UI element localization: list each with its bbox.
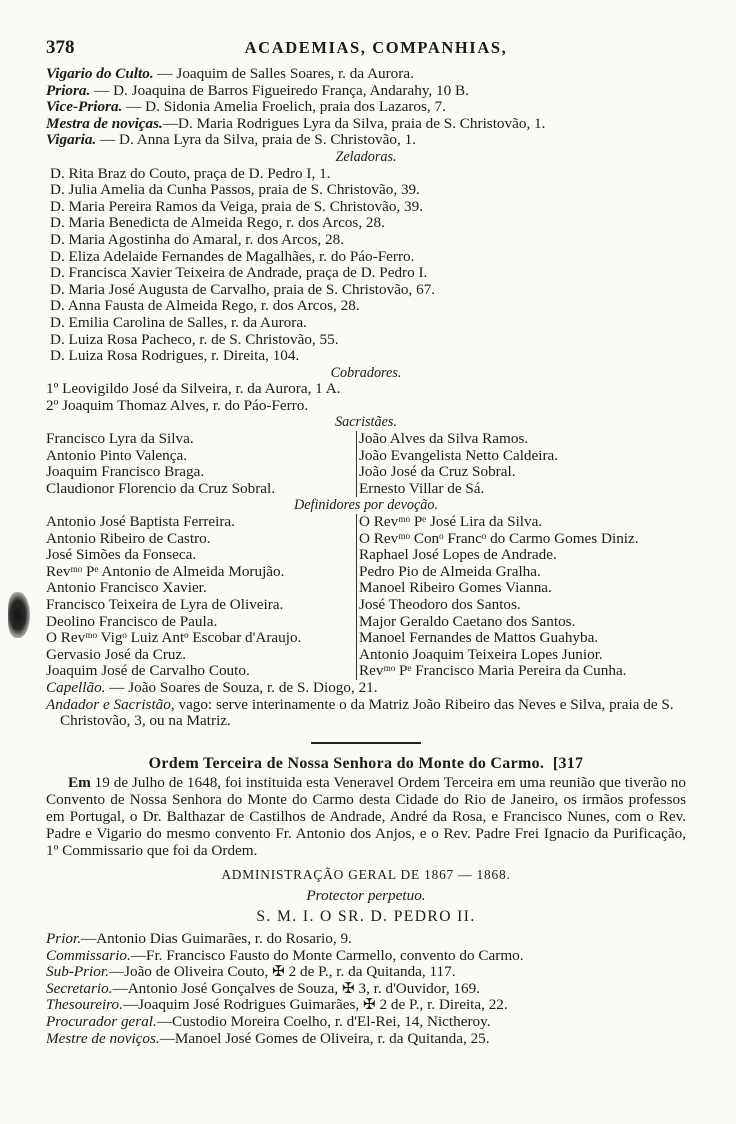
table-cell: Revᵐᵒ Pᵉ Antonio de Almeida Morujão. (46, 563, 285, 580)
table-cell: Antonio Pinto Valença. (46, 447, 188, 464)
list-item: D. Julia Amelia da Cunha Passos, praia de S. Christovão, 39. (50, 182, 420, 199)
list-item: 1º Leovigildo José da Silveira, r. da Aurora, 1 A. (46, 381, 341, 398)
officer-text: —Joaquim José Rodrigues Guimarães, ✠ 2 de P., r. Direita, 22. (122, 997, 508, 1014)
list-item: D. Francisca Xavier Teixeira de Andrade, praça de D. Pedro I. (50, 265, 428, 282)
officer-title: Priora. (46, 82, 91, 99)
top-officers (46, 66, 686, 149)
table-cell: João Evangelista Netto Caldeira. (356, 448, 686, 465)
officer-title: Mestre de noviços. (46, 1030, 160, 1047)
officer-text: —Manoel José Gomes de Oliveira, r. da Quitanda, 25. (159, 1030, 490, 1047)
officer-text: —Antonio José Gonçalves de Souza, ✠ 3, r. d'Ouvidor, 169. (112, 980, 480, 997)
table-cell: João José da Cruz Sobral. (356, 464, 686, 481)
ordem-heading (46, 756, 686, 773)
officer-text: —D. Maria Rodrigues Lyra da Silva, praia de S. Christovão, 1. (162, 115, 546, 132)
ordem-paragraph (46, 775, 686, 859)
table-row (46, 597, 686, 614)
table-row (46, 647, 686, 664)
table-cell: Antonio José Baptista Ferreira. (46, 514, 235, 531)
page-content (46, 37, 686, 1047)
table-cell: Francisco Teixeira de Lyra de Oliveira. (46, 597, 284, 613)
officer-text: —Fr. Francisco Fausto do Monte Carmello, convento do Carmo. (130, 947, 524, 964)
list-item: 2º Joaquim Thomaz Alves, r. do Páo-Ferro. (46, 397, 309, 414)
paragraph-lead-word: Em (68, 774, 91, 792)
section-heading-cobradores: Cobradores. (330, 364, 402, 381)
table-cell: Raphael José Lopes de Andrade. (356, 547, 686, 564)
table-cell: Deolino Francisco de Paula. (46, 613, 218, 630)
table-cell: Gervasio José da Cruz. (46, 646, 187, 663)
table-row (46, 431, 686, 448)
table-cell: Manoel Fernandes de Mattos Guahyba. (356, 630, 686, 647)
page-header (46, 37, 686, 66)
sacristaes-table (46, 431, 686, 497)
paragraph-body: 19 de Julho de 1648, foi instituida esta Veneravel Ordem Terceira em uma reunião que tiverão no Convento de Nossa Senhora do Monte do Carmo desta Cidade do Rio de Janeiro, os irmãos professos em Portugal, o Dr. Balthazar de Castilhos de Andrade, André da Rosa, e Francisco Nunes, com o Rev. Padre e Vigario do mesmo convento Fr. Antonio dos Anjos, e o Rev. Padre Frei Ignacio da Purificação, 1º Commissario que foi da Ordem. (46, 774, 686, 859)
cobradores-list (46, 381, 686, 414)
list-item: D. Luiza Rosa Pacheco, r. de S. Christovão, 55. (50, 331, 339, 348)
officer-title: Procurador geral. (46, 1014, 157, 1031)
table-cell: O Revᵐᵒ Vigᵒ Luiz Antᵒ Escobar d'Araujo. (46, 630, 302, 647)
table-cell: José Simões da Fonseca. (46, 547, 197, 564)
officer-text: —Custodio Moreira Coelho, r. d'El-Rei, 14, Nictheroy. (156, 1014, 491, 1031)
list-item: D. Rita Braz do Couto, praça de D. Pedro I, 1. (50, 165, 331, 182)
protector-name: S. M. I. O SR. D. PEDRO II. (256, 907, 476, 925)
officer-line (46, 132, 686, 149)
ordem-officers (46, 931, 686, 1047)
officer-line (46, 981, 686, 998)
table-cell: Antonio Joaquim Teixeira Lopes Junior. (356, 647, 686, 664)
officer-title: Prior. (46, 931, 82, 948)
officer-title: Mestra de noviças. (46, 115, 163, 132)
officer-text: —João de Oliveira Couto, ✠ 2 de P., r. da Quitanda, 117. (108, 964, 456, 981)
officer-text: — D. Sidonia Amelia Froelich, praia dos Lazaros, 7. (122, 99, 446, 116)
table-cell: João Alves da Silva Ramos. (356, 431, 686, 448)
list-item: D. Maria Agostinha do Amaral, r. dos Arcos, 28. (50, 231, 345, 248)
page-number: 378 (46, 37, 75, 58)
definidores-table (46, 514, 686, 680)
officer-title: Commissario. (46, 947, 131, 964)
officer-title: Sub-Prior. (46, 964, 109, 981)
list-item: D. Maria Pereira Ramos da Veiga, praia de S. Christovão, 39. (50, 198, 423, 215)
officer-text: vago: serve interinamente o da Matriz João Ribeiro das Neves e Silva, praia de S. Christovão, 3, ou na Matriz. (60, 695, 674, 730)
officer-text: — D. Joaquina de Barros Figueiredo França, Andarahy, 10 B. (90, 82, 469, 99)
officer-line (46, 66, 686, 83)
officer-text: — D. Anna Lyra da Silva, praia de S. Christovão, 1. (96, 132, 416, 149)
table-cell: O Revᵐᵒ Pᵉ José Lira da Silva. (356, 514, 686, 531)
officer-line (46, 116, 686, 133)
table-row (46, 564, 686, 581)
table-cell: Antonio Ribeiro de Castro. (46, 530, 211, 547)
ink-blot-mark (8, 592, 30, 638)
table-cell: O Revᵐᵒ Conᵒ Francᵒ do Carmo Gomes Diniz. (356, 531, 686, 548)
protector-title: Protector perpetuo. (306, 886, 426, 904)
zeladoras-list (46, 166, 686, 365)
ordem-number: [317 (552, 754, 584, 772)
table-cell: Francisco Lyra da Silva. (46, 431, 194, 448)
officer-text: —Antonio Dias Guimarães, r. do Rosario, 9. (81, 931, 352, 948)
officer-line (46, 948, 686, 965)
officer-title: Thesoureiro. (46, 997, 123, 1014)
administration-heading: ADMINISTRAÇÃO GERAL DE 1867 — 1868. (221, 867, 511, 883)
list-item: D. Luiza Rosa Rodrigues, r. Direita, 104. (50, 348, 300, 365)
table-row (46, 464, 686, 481)
table-row (46, 630, 686, 647)
officer-line (46, 1031, 686, 1048)
table-cell: Major Geraldo Caetano dos Santos. (356, 614, 686, 631)
officer-title: Vigaria. (46, 132, 97, 149)
officer-line (46, 1014, 686, 1031)
table-cell: Joaquim José de Carvalho Couto. (46, 663, 250, 680)
officer-title: Capellão. (46, 679, 106, 696)
capellao-line (46, 680, 686, 697)
list-item: D. Eliza Adelaide Fernandes de Magalhães, r. do Páo-Ferro. (50, 248, 415, 265)
table-row (46, 514, 686, 531)
table-cell: Antonio Francisco Xavier. (46, 580, 207, 597)
list-item: D. Maria Benedicta de Almeida Rego, r. dos Arcos, 28. (50, 215, 385, 232)
officer-line (46, 83, 686, 100)
running-title: ACADEMIAS, COMPANHIAS, (244, 38, 508, 57)
officer-title: Vice-Priora. (46, 99, 123, 116)
table-row (46, 448, 686, 465)
table-row (46, 481, 686, 498)
section-heading-definidores: Definidores por devoção. (293, 497, 439, 514)
list-item: D. Emilia Carolina de Salles, r. da Aurora. (50, 314, 307, 331)
table-cell: Pedro Pio de Almeida Gralha. (356, 564, 686, 581)
table-cell: José Theodoro dos Santos. (356, 597, 686, 614)
officer-text: — João Soares de Souza, r. de S. Diogo, 21. (105, 679, 378, 696)
officer-title: Vigario do Culto. (46, 66, 154, 82)
section-heading-sacristaes: Sacristães. (335, 414, 397, 431)
table-cell: Claudionor Florencio da Cruz Sobral. (46, 480, 276, 497)
table-cell: Ernesto Villar de Sá. (356, 481, 686, 498)
table-row (46, 580, 686, 597)
table-row (46, 614, 686, 631)
andador-line (46, 697, 686, 730)
officer-line (46, 964, 686, 981)
officer-line (46, 997, 686, 1014)
table-row (46, 531, 686, 548)
officer-line (46, 931, 686, 948)
list-item: D. Maria José Augusta de Carvalho, praia de S. Christovão, 67. (50, 281, 436, 298)
paragraph-text (46, 775, 686, 859)
officer-title: Andador e Sacristão, (46, 695, 175, 713)
ordem-title: Ordem Terceira de Nossa Senhora do Monte do Carmo. (148, 754, 545, 772)
table-cell: Joaquim Francisco Braga. (46, 464, 205, 481)
table-row (46, 663, 686, 680)
table-cell: Manoel Ribeiro Gomes Vianna. (356, 580, 686, 597)
officer-text: — Joaquim de Salles Soares, r. da Aurora. (153, 66, 414, 82)
section-divider (311, 742, 421, 744)
section-heading-zeladoras: Zeladoras. (335, 148, 397, 165)
table-row (46, 547, 686, 564)
officer-line (46, 99, 686, 116)
list-item: D. Anna Fausta de Almeida Rego, r. dos Arcos, 28. (50, 298, 360, 315)
officer-title: Secretario. (46, 980, 113, 997)
table-cell: Revᵐᵒ Pᵉ Francisco Maria Pereira da Cunha. (356, 663, 686, 680)
